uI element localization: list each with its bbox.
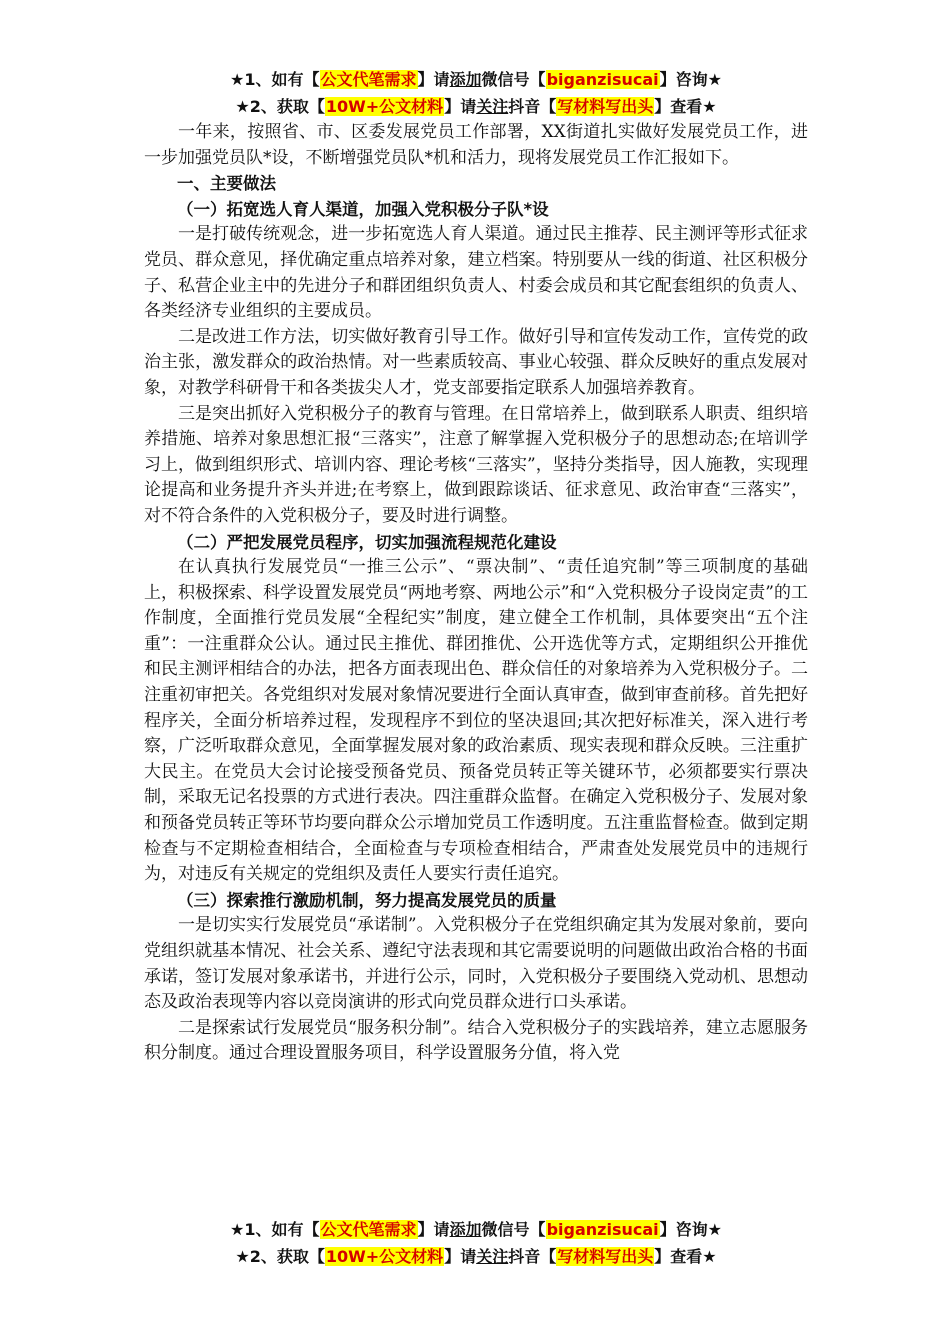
banner-text: 】查看★ xyxy=(654,1247,717,1266)
banner-text: 抖音【 xyxy=(508,97,557,116)
promo-banner-line-1 xyxy=(144,66,808,93)
banner-underlined-text: 关注 xyxy=(476,1247,509,1266)
subsection-heading-3: （三）探索推行激励机制，努力提高发展党员的质量 xyxy=(177,890,557,910)
footer-banner xyxy=(144,1216,808,1270)
body-paragraph: 二是探索试行发展党员“服务积分制”。结合入党积极分子的实践培养，建立志愿服务积分制度。通过合理设置服务项目，科学设置服务分值，将入党 xyxy=(144,1017,808,1064)
banner-text: 】咨询★ xyxy=(659,70,722,89)
promo-banner-line-1 xyxy=(144,1216,808,1243)
banner-highlight: biganzisucai xyxy=(546,70,659,89)
banner-highlight: 10W+公文材料 xyxy=(325,97,444,116)
banner-text: ★1、如有【 xyxy=(230,70,320,89)
banner-text: ★1、如有【 xyxy=(230,1220,320,1239)
promo-banner-line-2 xyxy=(144,93,808,120)
banner-highlight: 公文代笔需求 xyxy=(320,70,417,89)
intro-paragraph: 一年来，按照省、市、区委发展党员工作部署，XX街道扎实做好发展党员工作，进一步加强党员队*设，不断增强党员队*机和活力，现将发展党员工作汇报如下。 xyxy=(144,122,808,168)
banner-text: 微信号【 xyxy=(481,1220,546,1239)
document-page xyxy=(144,66,808,1067)
body-paragraph: 三是突出抓好入党积极分子的教育与管理。在日常培养上，做到联系人职责、组织培养措施、培养对象思想汇报“三落实”，注意了解掌握入党积极分子的思想动态;在培训学习上，做到组织形式、培训内容、理论考核“三落实”，坚持分类指导，因人施教，实现理论提高和业务提升齐头并进;在考察上，做到跟踪谈话、征求意见、政治审查“三落实”，对不符合条件的入党积极分子，要及时进行调整。 xyxy=(144,403,808,526)
banner-text: 】请 xyxy=(417,70,450,89)
banner-text: 】咨询★ xyxy=(659,1220,722,1239)
banner-text: ★2、获取【 xyxy=(235,1247,325,1266)
banner-text: 】查看★ xyxy=(654,97,717,116)
body-paragraph: 一是打破传统观念，进一步拓宽选人育人渠道。通过民主推荐、民主测评等形式征求党员、群众意见，择优确定重点培养对象，建立档案。特别要从一线的街道、社区积极分子、私营企业主中的先进分子和群团组织负责人、村委会成员和其它配套组织的负责人、各类经济专业组织的主要成员。 xyxy=(144,224,808,322)
body-paragraph: 一是切实实行发展党员“承诺制”。入党积极分子在党组织确定其为发展对象前，要向党组织就基本情况、社会关系、遵纪守法表现和其它需要说明的问题做出政治合格的书面承诺，签订发展对象承诺书，并进行公示，同时，入党积极分子要围绕入党动机、思想动态及政治表现等内容以竞岗演讲的形式向党员群众进行口头承诺。 xyxy=(144,915,808,1013)
banner-highlight: 10W+公文材料 xyxy=(325,1247,444,1266)
banner-text: 微信号【 xyxy=(481,70,546,89)
body-paragraph: 在认真执行发展党员“一推三公示”、“票决制”、“责任追究制”等三项制度的基础上，积极探索、科学设置发展党员“两地考察、两地公示”和“入党积极分子设岗定责”的工作制度，全面推行党员发展“全程纪实”制度，建立健全工作机制，具体要突出“五个注重”：一注重群众公认。通过民主推优、群团推优、公开选优等方式，定期组织公开推优和民主测评相结合的办法，把各方面表现出色、群众信任的对象培养为入党积极分子。二注重初审把关。各党组织对发展对象情况要进行全面认真审查，做到审查前移。首先把好程序关，全面分析培养过程，发现程序不到位的坚决退回;其次把好标准关，深入进行考察，广泛听取群众意见，全面掌握发展对象的政治素质、现实表现和群众反映。三注重扩大民主。在党员大会讨论接受预备党员、预备党员转正等关键环节，必须都要实行票决制，采取无记名投票的方式进行表决。四注重群众监督。在确定入党积极分子、发展对象和预备党员转正等环节均要向群众公示增加党员工作透明度。五注重监督检查。做到定期检查与不定期检查相结合，全面检查与专项检查相结合，严肃查处发展党员中的违规行为，对违反有关规定的党组织及责任人要实行责任追究。 xyxy=(144,557,808,885)
banner-underlined-text: 添加 xyxy=(449,70,482,89)
banner-text: ★2、获取【 xyxy=(235,97,325,116)
subsection-heading-2: （二）严把发展党员程序，切实加强流程规范化建设 xyxy=(177,532,557,552)
banner-text: 】请 xyxy=(444,97,477,116)
banner-text: 】请 xyxy=(444,1247,477,1266)
banner-underlined-text: 关注 xyxy=(476,97,509,116)
body-paragraph: 二是改进工作方法，切实做好教育引导工作。做好引导和宣传发动工作，宣传党的政治主张，激发群众的政治热情。对一些素质较高、事业心较强、群众反映好的重点发展对象，对教学科研骨干和各类拔尖人才，党支部要指定联系人加强培养教育。 xyxy=(144,326,808,398)
banner-highlight: biganzisucai xyxy=(546,1220,659,1239)
subsection-heading-1: （一）拓宽选人育人渠道，加强入党积极分子队*设 xyxy=(177,199,549,219)
banner-highlight: 写材料写出头 xyxy=(557,1247,654,1266)
banner-highlight: 公文代笔需求 xyxy=(320,1220,417,1239)
banner-underlined-text: 添加 xyxy=(449,1220,482,1239)
banner-text: 】请 xyxy=(417,1220,450,1239)
section-heading: 一、主要做法 xyxy=(177,174,276,194)
promo-banner-line-2 xyxy=(144,1243,808,1270)
banner-highlight: 写材料写出头 xyxy=(557,97,654,116)
banner-text: 抖音【 xyxy=(508,1247,557,1266)
